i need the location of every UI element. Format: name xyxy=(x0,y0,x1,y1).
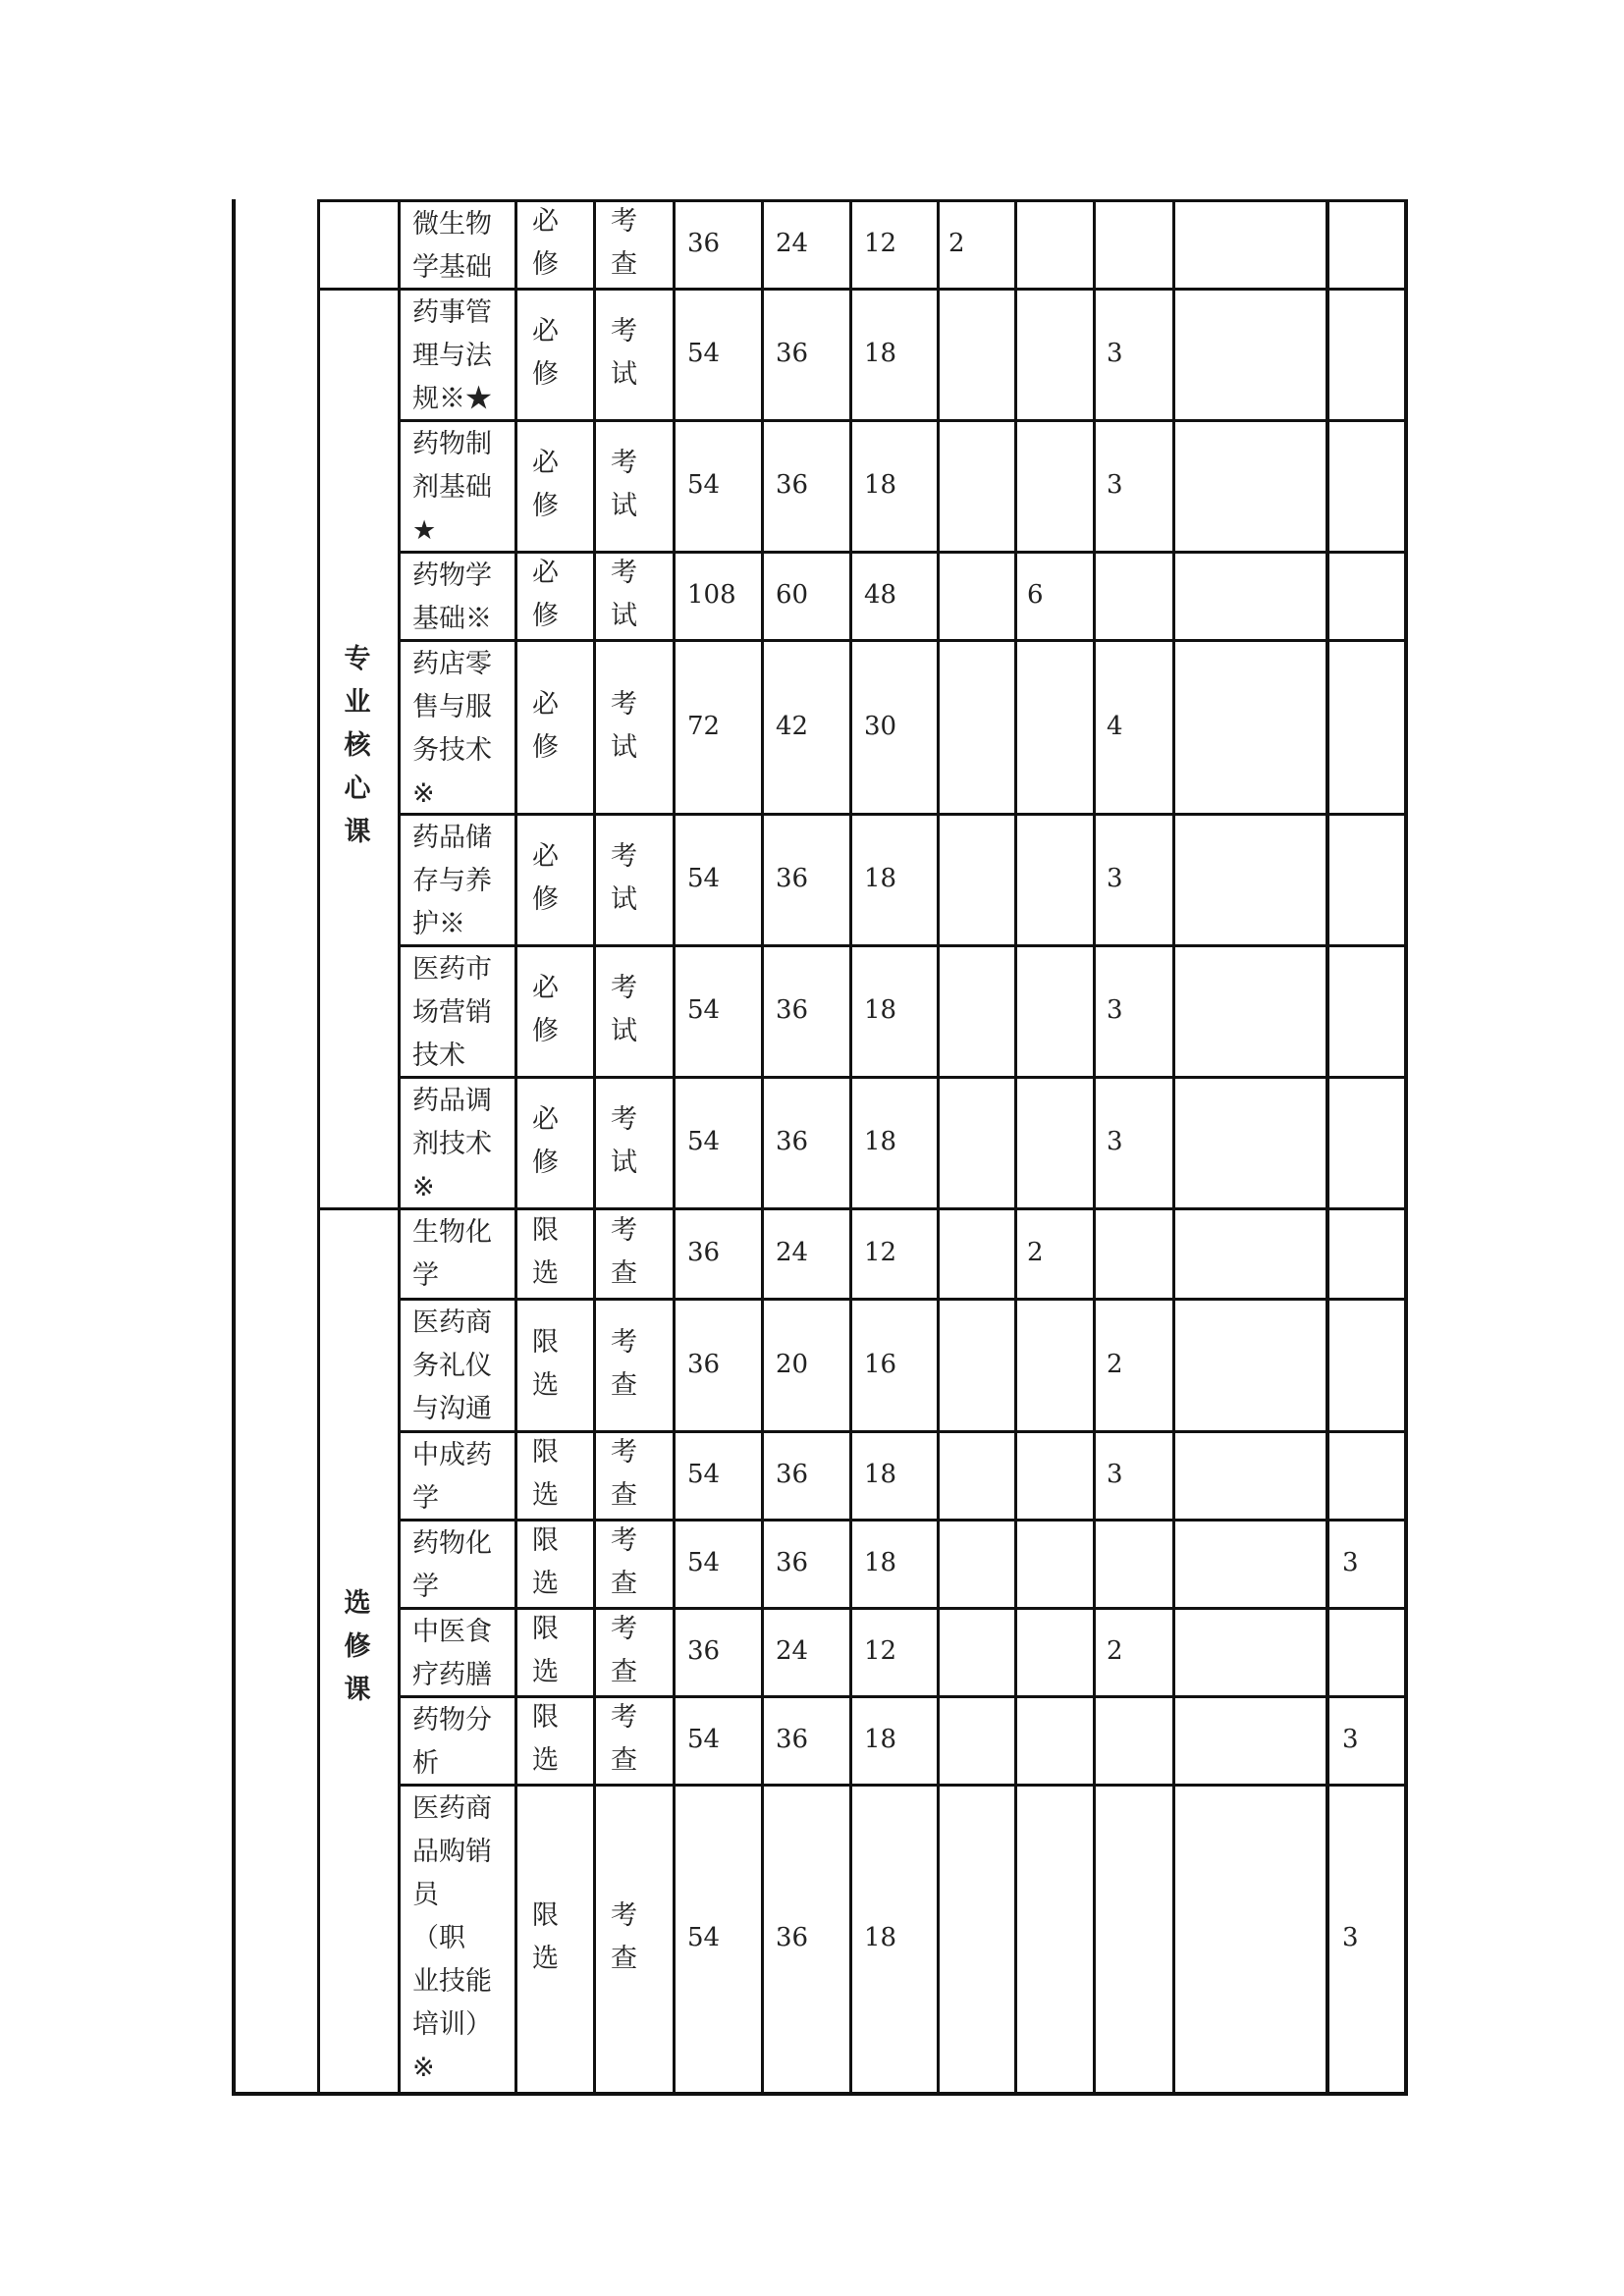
course-type: 必 修 xyxy=(532,973,559,1046)
hours-theory: 20 xyxy=(776,1349,809,1379)
course-name: 微生物 学基础 xyxy=(412,209,492,283)
hours-t3: 2 xyxy=(1107,1349,1123,1379)
hours-practice: 30 xyxy=(864,711,897,741)
hours-practice: 18 xyxy=(864,1923,897,1952)
hours-practice: 18 xyxy=(864,1127,897,1156)
row-rule xyxy=(399,419,1405,422)
column-rule xyxy=(849,199,852,2092)
row-rule xyxy=(319,199,1405,202)
course-type: 必 修 xyxy=(532,688,559,763)
assessment-type: 考 试 xyxy=(611,558,637,631)
row-rule xyxy=(399,639,1405,642)
column-rule xyxy=(514,199,517,2092)
hours-theory: 24 xyxy=(776,229,809,258)
hours-t2: 6 xyxy=(1027,580,1044,610)
course-name: 生物化 学 xyxy=(412,1217,492,1291)
table-right-border xyxy=(1404,199,1408,2095)
hours-practice: 18 xyxy=(864,1460,897,1489)
course-name: 中成药 学 xyxy=(412,1440,492,1514)
hours-practice: 18 xyxy=(864,1548,897,1577)
hours-t2: 2 xyxy=(1027,1238,1044,1267)
hours-t4: 3 xyxy=(1342,1923,1359,1952)
course-type: 必 修 xyxy=(532,316,559,390)
column-rule xyxy=(937,199,940,2092)
row-rule xyxy=(399,1298,1405,1301)
hours-t4: 3 xyxy=(1342,1725,1359,1754)
column-rule xyxy=(673,199,676,2092)
course-type: 限 选 xyxy=(532,1437,559,1511)
column-rule xyxy=(398,199,401,2092)
hours-t3: 2 xyxy=(1107,1636,1123,1666)
course-name: 药物制 剂基础 ★ xyxy=(412,429,492,546)
course-type: 限 选 xyxy=(532,1525,559,1599)
hours-theory: 36 xyxy=(776,1923,809,1952)
course-type: 限 选 xyxy=(532,1702,559,1776)
assessment-type: 考 试 xyxy=(611,841,637,915)
assessment-type: 考 查 xyxy=(611,1614,637,1687)
course-type: 限 选 xyxy=(532,1900,559,1974)
hours-t4: 3 xyxy=(1342,1548,1359,1577)
assessment-type: 考 查 xyxy=(611,1326,637,1401)
hours-total: 108 xyxy=(687,580,736,610)
hours-practice: 18 xyxy=(864,864,897,893)
hours-theory: 24 xyxy=(776,1636,809,1666)
table-left-border xyxy=(232,199,236,2095)
hours-practice: 18 xyxy=(864,995,897,1025)
assessment-type: 考 查 xyxy=(611,206,637,280)
row-rule xyxy=(399,944,1405,947)
hours-practice: 12 xyxy=(864,229,897,258)
hours-total: 72 xyxy=(687,711,721,741)
hours-t3: 3 xyxy=(1107,1460,1123,1489)
row-rule xyxy=(399,1784,1405,1787)
hours-t3: 3 xyxy=(1107,995,1123,1025)
hours-practice: 18 xyxy=(864,339,897,368)
hours-total: 54 xyxy=(687,1923,721,1952)
column-rule xyxy=(593,199,596,2092)
course-type: 必 修 xyxy=(532,206,559,280)
hours-total: 54 xyxy=(687,1725,721,1754)
course-type: 必 修 xyxy=(532,558,559,631)
hours-total: 54 xyxy=(687,1548,721,1577)
hours-total: 36 xyxy=(687,229,721,258)
hours-total: 54 xyxy=(687,1460,721,1489)
course-name: 医药商 品购销 员 （职 业技能 培训） ※ xyxy=(412,1793,492,2083)
course-name: 药品调 剂技术 ※ xyxy=(412,1086,492,1202)
hours-total: 54 xyxy=(687,470,721,500)
course-name: 药物分 析 xyxy=(412,1705,492,1779)
course-name: 医药商 务礼仪 与沟通 xyxy=(412,1308,492,1424)
course-name: 医药市 场营销 技术 xyxy=(412,954,492,1071)
hours-practice: 12 xyxy=(864,1636,897,1666)
hours-theory: 36 xyxy=(776,1127,809,1156)
hours-total: 36 xyxy=(687,1636,721,1666)
assessment-type: 考 试 xyxy=(611,316,637,390)
hours-t3: 3 xyxy=(1107,864,1123,893)
hours-theory: 42 xyxy=(776,711,809,741)
column-rule xyxy=(1172,199,1175,2092)
course-name: 药物学 基础※ xyxy=(412,561,492,634)
hours-t1: 2 xyxy=(948,229,965,258)
hours-theory: 36 xyxy=(776,995,809,1025)
hours-total: 36 xyxy=(687,1238,721,1267)
hours-theory: 36 xyxy=(776,470,809,500)
assessment-type: 考 查 xyxy=(611,1525,637,1599)
hours-total: 36 xyxy=(687,1349,721,1379)
course-type: 必 修 xyxy=(532,841,559,915)
course-type: 必 修 xyxy=(532,1104,559,1178)
course-type: 限 选 xyxy=(532,1326,559,1401)
category-label: 选 修 课 xyxy=(344,1588,371,1705)
hours-total: 54 xyxy=(687,864,721,893)
course-name: 药事管 理与法 规※★ xyxy=(412,297,492,414)
row-rule xyxy=(399,813,1405,816)
hours-practice: 16 xyxy=(864,1349,897,1379)
assessment-type: 考 查 xyxy=(611,1900,637,1974)
course-name: 药店零 售与服 务技术 ※ xyxy=(412,649,492,809)
hours-theory: 36 xyxy=(776,1548,809,1577)
hours-practice: 12 xyxy=(864,1238,897,1267)
hours-total: 54 xyxy=(687,995,721,1025)
assessment-type: 考 试 xyxy=(611,688,637,763)
row-rule xyxy=(399,1076,1405,1079)
assessment-type: 考 试 xyxy=(611,973,637,1046)
course-type: 限 选 xyxy=(532,1215,559,1289)
assessment-type: 考 查 xyxy=(611,1215,637,1289)
hours-practice: 48 xyxy=(864,580,897,610)
hours-t3: 4 xyxy=(1107,711,1123,741)
hours-theory: 36 xyxy=(776,864,809,893)
hours-practice: 18 xyxy=(864,470,897,500)
table-bottom-border xyxy=(232,2092,1408,2096)
column-rule xyxy=(1093,199,1096,2092)
hours-t3: 3 xyxy=(1107,470,1123,500)
assessment-type: 考 查 xyxy=(611,1702,637,1776)
assessment-type: 考 试 xyxy=(611,1104,637,1178)
assessment-type: 考 试 xyxy=(611,448,637,521)
hours-theory: 36 xyxy=(776,1460,809,1489)
column-rule xyxy=(1014,199,1017,2092)
category-label: 专 业 核 心 课 xyxy=(344,644,371,847)
hours-total: 54 xyxy=(687,339,721,368)
hours-total: 54 xyxy=(687,1127,721,1156)
hours-theory: 60 xyxy=(776,580,809,610)
course-type: 限 选 xyxy=(532,1614,559,1687)
course-name: 药物化 学 xyxy=(412,1528,492,1602)
column-rule xyxy=(761,199,764,2092)
hours-t3: 3 xyxy=(1107,339,1123,368)
hours-theory: 24 xyxy=(776,1238,809,1267)
course-name: 药品储 存与养 护※ xyxy=(412,823,492,939)
course-type: 必 修 xyxy=(532,448,559,521)
assessment-type: 考 查 xyxy=(611,1437,637,1511)
category-col-rule xyxy=(317,199,320,2092)
hours-theory: 36 xyxy=(776,1725,809,1754)
hours-theory: 36 xyxy=(776,339,809,368)
course-name: 中医食 疗药膳 xyxy=(412,1617,492,1690)
hours-practice: 18 xyxy=(864,1725,897,1754)
column-rule-thick xyxy=(1326,199,1329,2092)
hours-t3: 3 xyxy=(1107,1127,1123,1156)
